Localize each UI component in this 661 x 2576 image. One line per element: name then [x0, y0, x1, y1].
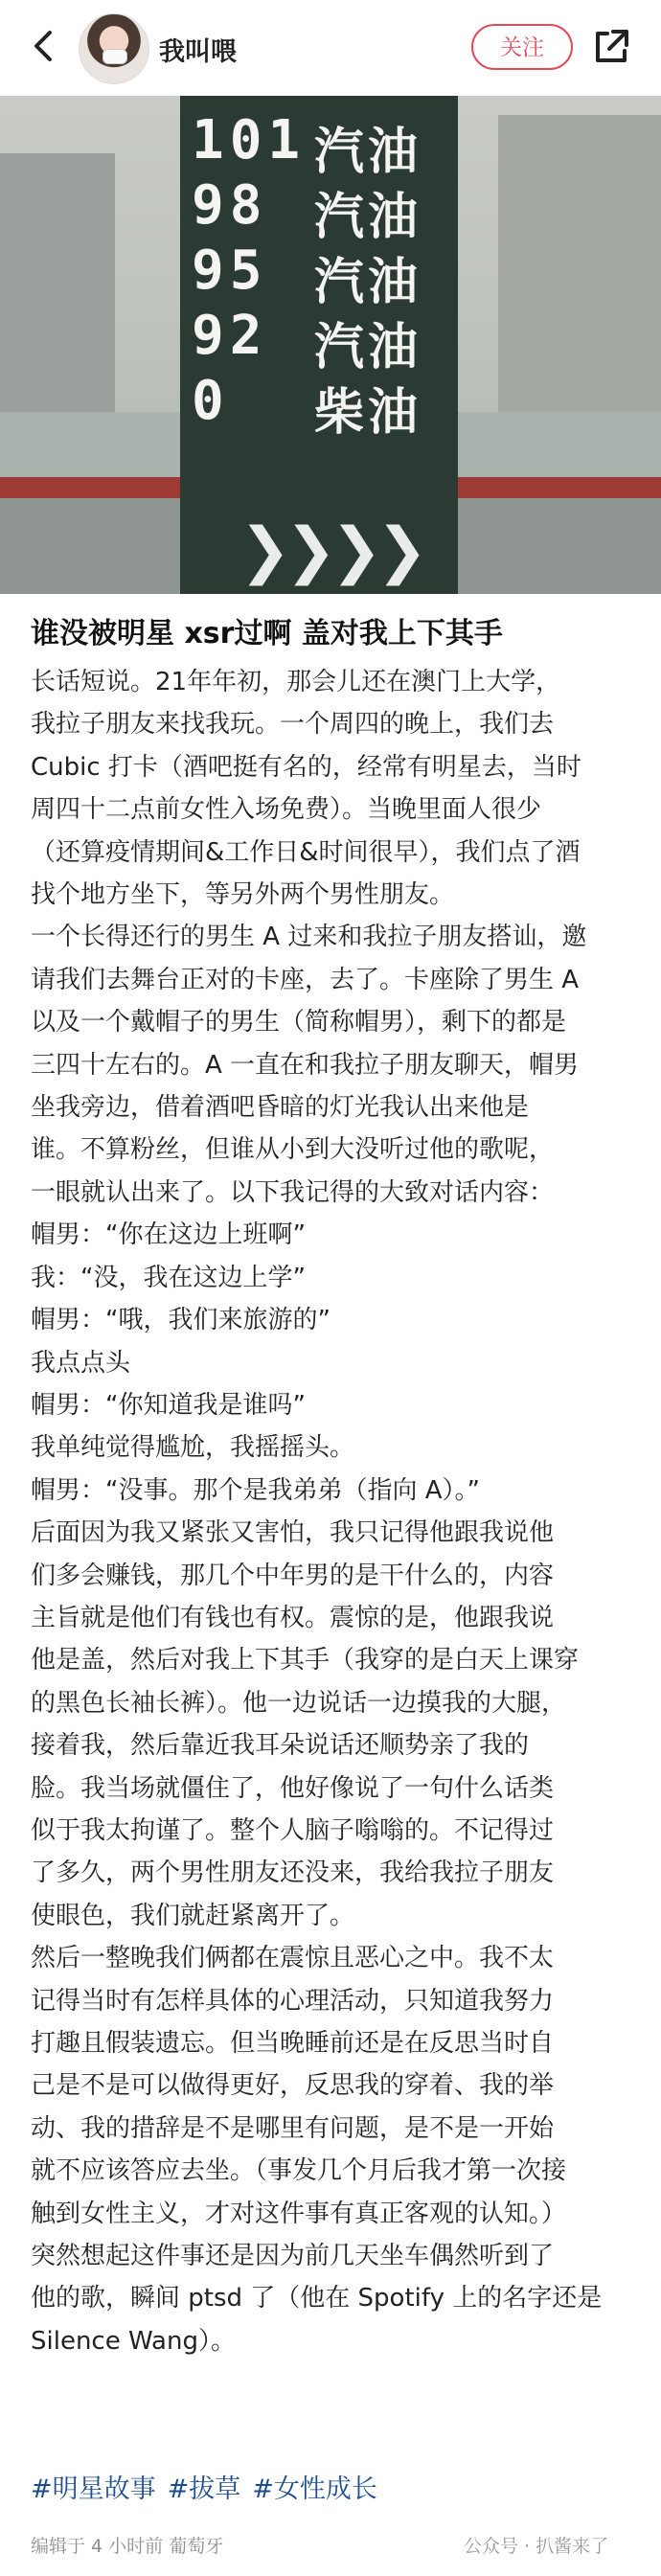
body-line: 触到女性主义，才对这件事有真正客观的认知。）	[31, 2199, 567, 2228]
body-line: 三四十左右的。A 一直在和我拉子朋友聊天，帽男	[31, 1050, 580, 1080]
username[interactable]: 我叫喂	[159, 37, 237, 67]
body-line: 就不应该答应去坐。（事发几个月后我才第一次接	[31, 2156, 567, 2186]
follow-button[interactable]: 关注	[471, 24, 573, 70]
body-line: 我拉子朋友来找我玩。一个周四的晚上，我们去	[31, 710, 555, 740]
body-line: 主旨就是他们有钱也有权。震惊的是，他跟我说	[31, 1603, 555, 1632]
background-building	[0, 153, 115, 431]
fuel-grade: 95	[192, 239, 268, 302]
post-title: 谁没被明星 xsr过啊 盖对我上下其手	[31, 617, 503, 650]
fuel-price-sign	[180, 96, 458, 594]
fuel-row	[180, 305, 458, 376]
body-line: 帽男：“你在这边上班啊”	[31, 1220, 306, 1250]
body-line: 动、我的措辞是不是哪里有问题，是不是一开始	[31, 2113, 555, 2143]
body-line: 坐我旁边，借着酒吧昏暗的灯光我认出来他是	[31, 1093, 530, 1123]
fuel-type: 汽油	[314, 319, 422, 376]
body-line: 接着我，然后靠近我耳朵说话还顺势亲了我的	[31, 1731, 530, 1761]
body-line: 们多会赚钱，那几个中年男的是干什么的，内容	[31, 1561, 555, 1590]
body-line: 了多久，两个男性朋友还没来，我给我拉子朋友	[31, 1858, 555, 1888]
body-line: 的黑色长袖长裤）。他一边说话一边摸我的大腿，	[31, 1688, 567, 1718]
body-line: 打趣且假装遗忘。但当晚睡前还是在反思当时自	[31, 2029, 555, 2058]
body-line: 以及一个戴帽子的男生（简称帽男），剩下的都是	[31, 1008, 567, 1037]
body-line: 似于我太拘谨了。整个人脑子嗡嗡的。不记得过	[31, 1815, 555, 1845]
body-line: 谁。不算粉丝，但谁从小到大没听过他的歌呢，	[31, 1135, 555, 1165]
body-line: 他是盖，然后对我上下其手（我穿的是白天上课穿	[31, 1646, 580, 1676]
body-line: 脸。我当场就僵住了，他好像说了一句什么话类	[31, 1773, 555, 1803]
fuel-row	[180, 239, 458, 311]
hashtag-link[interactable]: #女性成长	[252, 2474, 377, 2504]
body-line: 一眼就认出来了。以下我记得的大致对话内容：	[31, 1177, 555, 1207]
body-line: 我点点头	[31, 1348, 131, 1378]
chevron-left-icon[interactable]	[23, 25, 65, 67]
body-line: Silence Wang）。	[31, 2326, 236, 2356]
watermark: 公众号 · 扒酱来了	[464, 2536, 609, 2557]
body-line: 帽男：“没事。那个是我弟弟（指向 A）。”	[31, 1475, 480, 1505]
fuel-type: 汽油	[314, 124, 422, 181]
fuel-row	[180, 109, 458, 181]
fuel-grade: 98	[192, 174, 268, 237]
post-body	[31, 661, 644, 2362]
fuel-grade: 92	[192, 305, 268, 367]
body-line: 帽男：“你知道我是谁吗”	[31, 1390, 306, 1420]
fuel-type: 柴油	[314, 384, 422, 442]
arrow-chevrons-icon: ❯❯❯❯	[239, 515, 422, 586]
body-line: 使眼色，我们就赶紧离开了。	[31, 1901, 355, 1930]
hashtag-link[interactable]: #拔草	[167, 2474, 241, 2504]
body-line: 请我们去舞台正对的卡座，去了。卡座除了男生 A	[31, 965, 580, 994]
share-icon[interactable]	[590, 26, 632, 68]
fuel-type: 汽油	[314, 189, 422, 246]
body-line: 后面因为我又紧张又害怕，我只记得他跟我说他	[31, 1518, 555, 1548]
background-building	[498, 115, 661, 431]
body-line: 周四十二点前女性入场免费）。当晚里面人很少	[31, 795, 542, 825]
body-line: 然后一整晚我们俩都在震惊且恶心之中。我不太	[31, 1944, 555, 1973]
avatar[interactable]	[79, 13, 149, 84]
tag-list	[31, 2468, 644, 2505]
fuel-row	[180, 370, 458, 442]
body-line: 我单纯觉得尴尬，我摇摇头。	[31, 1433, 355, 1463]
edit-info: 编辑于 4 小时前 葡萄牙	[31, 2536, 224, 2557]
fuel-grade: 101	[192, 109, 307, 171]
fuel-row	[180, 174, 458, 246]
body-line: （还算疫情期间&工作日&时间很早），我们点了酒	[31, 837, 581, 867]
body-line: 我：“没，我在这边上学”	[31, 1263, 306, 1292]
body-line: 己是不是可以做得更好，反思我的穿着、我的举	[31, 2071, 555, 2101]
body-line: 记得当时有怎样具体的心理活动，只知道我努力	[31, 1986, 555, 2016]
avatar-mask-graphic	[103, 49, 127, 64]
body-line: 一个长得还行的男生 A 过来和我拉子朋友搭讪，邀	[31, 923, 587, 952]
fuel-grade: 0	[192, 370, 230, 432]
body-line: 他的歌，瞬间 ptsd 了（他在 Spotify 上的名字还是	[31, 2284, 603, 2314]
body-line: 找个地方坐下，等另外两个男性朋友。	[31, 880, 455, 910]
post-photo[interactable]	[0, 96, 661, 594]
body-line: Cubic 打卡（酒吧挺有名的，经常有明星去，当时	[31, 752, 581, 782]
body-line: 长话短说。21年年初，那会儿还在澳门上大学，	[31, 668, 561, 696]
body-line: 帽男：“哦，我们来旅游的”	[31, 1306, 330, 1335]
fuel-type: 汽油	[314, 254, 422, 311]
hashtag-link[interactable]: #明星故事	[31, 2474, 156, 2504]
post-header	[0, 0, 661, 96]
body-line: 突然想起这件事还是因为前几天坐车偶然听到了	[31, 2242, 555, 2271]
